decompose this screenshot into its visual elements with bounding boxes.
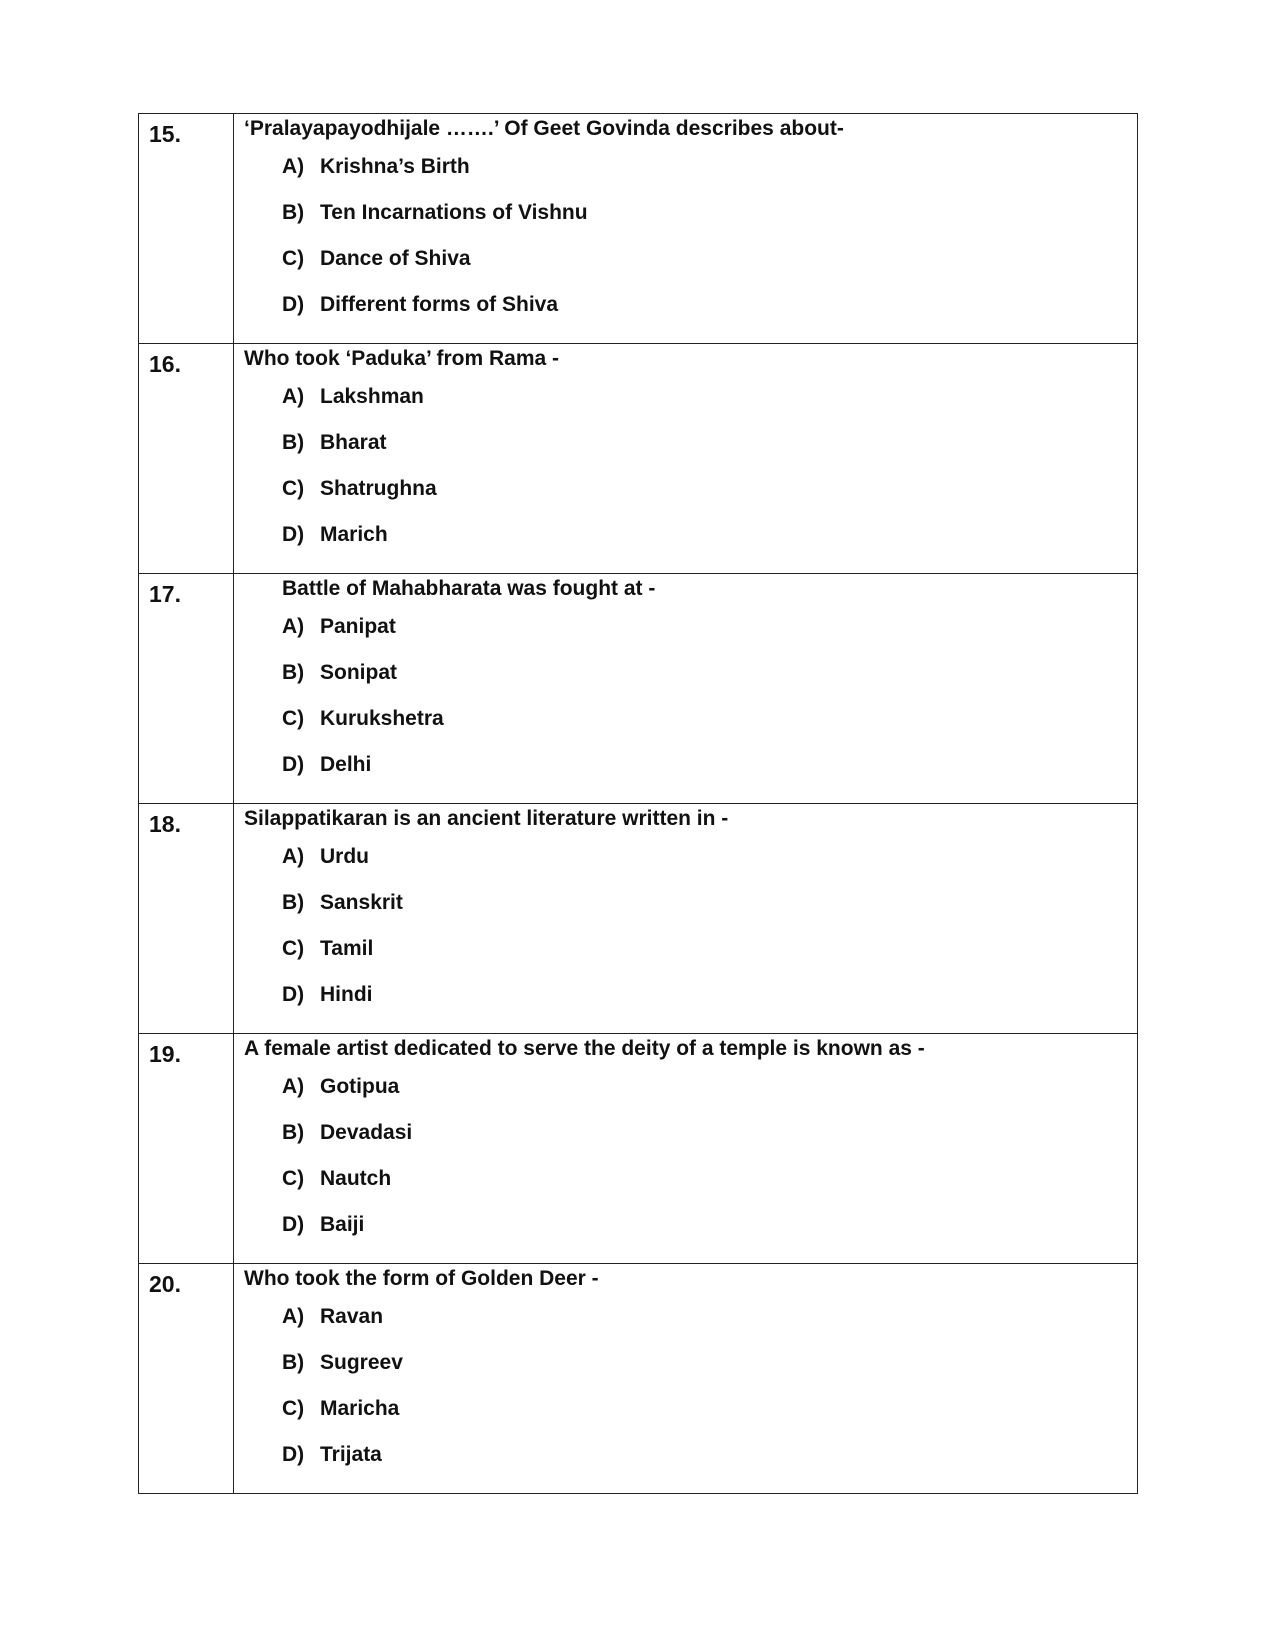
option-item: [234, 512, 1137, 558]
option-letter: B): [282, 431, 305, 454]
option-item: [234, 1110, 1137, 1156]
question-number: 19.: [149, 1041, 181, 1067]
question-row: [139, 1034, 1138, 1264]
option-item: [234, 1294, 1137, 1340]
option-item: [234, 972, 1137, 1018]
option-item: [234, 926, 1137, 972]
option-letter: C): [282, 247, 305, 270]
question-text: Battle of Mahabharata was fought at -: [282, 577, 656, 600]
option-letter: B): [282, 201, 305, 224]
option-text: Delhi: [320, 753, 372, 776]
option-text: Sonipat: [320, 661, 397, 684]
question-number: 18.: [149, 811, 181, 837]
option-item: [234, 650, 1137, 696]
option-letter: A): [282, 155, 305, 178]
option-text: Nautch: [320, 1167, 392, 1190]
question-row: [139, 574, 1138, 804]
question-number: 20.: [149, 1271, 181, 1297]
option-item: [234, 236, 1137, 282]
option-item: [234, 1432, 1137, 1478]
question-number: 16.: [149, 351, 181, 377]
option-text: Ten Incarnations of Vishnu: [320, 201, 588, 224]
option-letter: A): [282, 615, 305, 638]
question-number: 17.: [149, 581, 181, 607]
option-text: Marich: [320, 523, 388, 546]
option-letter: B): [282, 661, 305, 684]
option-item: [234, 1386, 1137, 1432]
question-number-cell: [139, 1034, 234, 1264]
option-text: Urdu: [320, 845, 369, 868]
option-item: [234, 190, 1137, 236]
option-item: [234, 420, 1137, 466]
option-item: [234, 1202, 1137, 1248]
option-item: [234, 144, 1137, 190]
question-body-cell: [234, 804, 1138, 1034]
question-text: ‘Pralayapayodhijale …….’ Of Geet Govinda describes about-: [244, 117, 844, 140]
question-number-cell: [139, 574, 234, 804]
option-list: [234, 604, 1137, 788]
option-text: Dance of Shiva: [320, 247, 471, 270]
option-letter: A): [282, 845, 305, 868]
option-text: Maricha: [320, 1397, 400, 1420]
option-letter: D): [282, 293, 305, 316]
question-number-cell: [139, 804, 234, 1034]
option-item: [234, 696, 1137, 742]
option-letter: C): [282, 707, 305, 730]
option-list: [234, 1064, 1137, 1248]
option-item: [234, 834, 1137, 880]
option-text: Hindi: [320, 983, 373, 1006]
option-text: Sanskrit: [320, 891, 403, 914]
option-item: [234, 604, 1137, 650]
option-text: Shatrughna: [320, 477, 437, 500]
option-letter: D): [282, 1443, 305, 1466]
question-row: [139, 114, 1138, 344]
option-list: [234, 1294, 1137, 1478]
option-text: Krishna’s Birth: [320, 155, 470, 178]
option-letter: D): [282, 753, 305, 776]
option-text: Trijata: [320, 1443, 382, 1466]
option-item: [234, 1340, 1137, 1386]
option-text: Baiji: [320, 1213, 365, 1236]
option-letter: B): [282, 891, 305, 914]
option-list: [234, 834, 1137, 1018]
option-text: Gotipua: [320, 1075, 400, 1098]
question-number-cell: [139, 344, 234, 574]
option-list: [234, 144, 1137, 328]
question-text: Who took ‘Paduka’ from Rama -: [244, 347, 560, 370]
option-letter: D): [282, 1213, 305, 1236]
question-body-cell: [234, 1264, 1138, 1494]
option-item: [234, 466, 1137, 512]
question-row: [139, 344, 1138, 574]
question-number-cell: [139, 1264, 234, 1494]
option-text: Bharat: [320, 431, 387, 454]
option-text: Different forms of Shiva: [320, 293, 559, 316]
question-number-cell: [139, 114, 234, 344]
question-table: [138, 113, 1138, 1494]
question-row: [139, 1264, 1138, 1494]
question-body-cell: [234, 1034, 1138, 1264]
option-letter: A): [282, 1305, 305, 1328]
question-text: Silappatikaran is an ancient literature written in -: [244, 807, 729, 830]
option-text: Sugreev: [320, 1351, 403, 1374]
option-letter: C): [282, 1397, 305, 1420]
option-item: [234, 880, 1137, 926]
option-text: Kurukshetra: [320, 707, 444, 730]
option-letter: B): [282, 1351, 305, 1374]
option-text: Panipat: [320, 615, 396, 638]
option-text: Devadasi: [320, 1121, 413, 1144]
option-item: [234, 374, 1137, 420]
question-row: [139, 804, 1138, 1034]
option-text: Ravan: [320, 1305, 384, 1328]
question-body-cell: [234, 574, 1138, 804]
option-item: [234, 1064, 1137, 1110]
question-body-cell: [234, 344, 1138, 574]
option-letter: B): [282, 1121, 305, 1144]
option-letter: D): [282, 523, 305, 546]
option-item: [234, 1156, 1137, 1202]
question-number: 15.: [149, 121, 181, 147]
option-letter: A): [282, 1075, 305, 1098]
option-letter: C): [282, 937, 305, 960]
question-text: Who took the form of Golden Deer -: [244, 1267, 599, 1290]
option-letter: C): [282, 1167, 305, 1190]
option-letter: C): [282, 477, 305, 500]
option-item: [234, 742, 1137, 788]
option-text: Tamil: [320, 937, 374, 960]
option-letter: D): [282, 983, 305, 1006]
option-item: [234, 282, 1137, 328]
question-text: A female artist dedicated to serve the deity of a temple is known as -: [244, 1037, 925, 1060]
option-letter: A): [282, 385, 305, 408]
question-body-cell: [234, 114, 1138, 344]
question-table-body: [139, 114, 1138, 1494]
option-list: [234, 374, 1137, 558]
option-text: Lakshman: [320, 385, 424, 408]
